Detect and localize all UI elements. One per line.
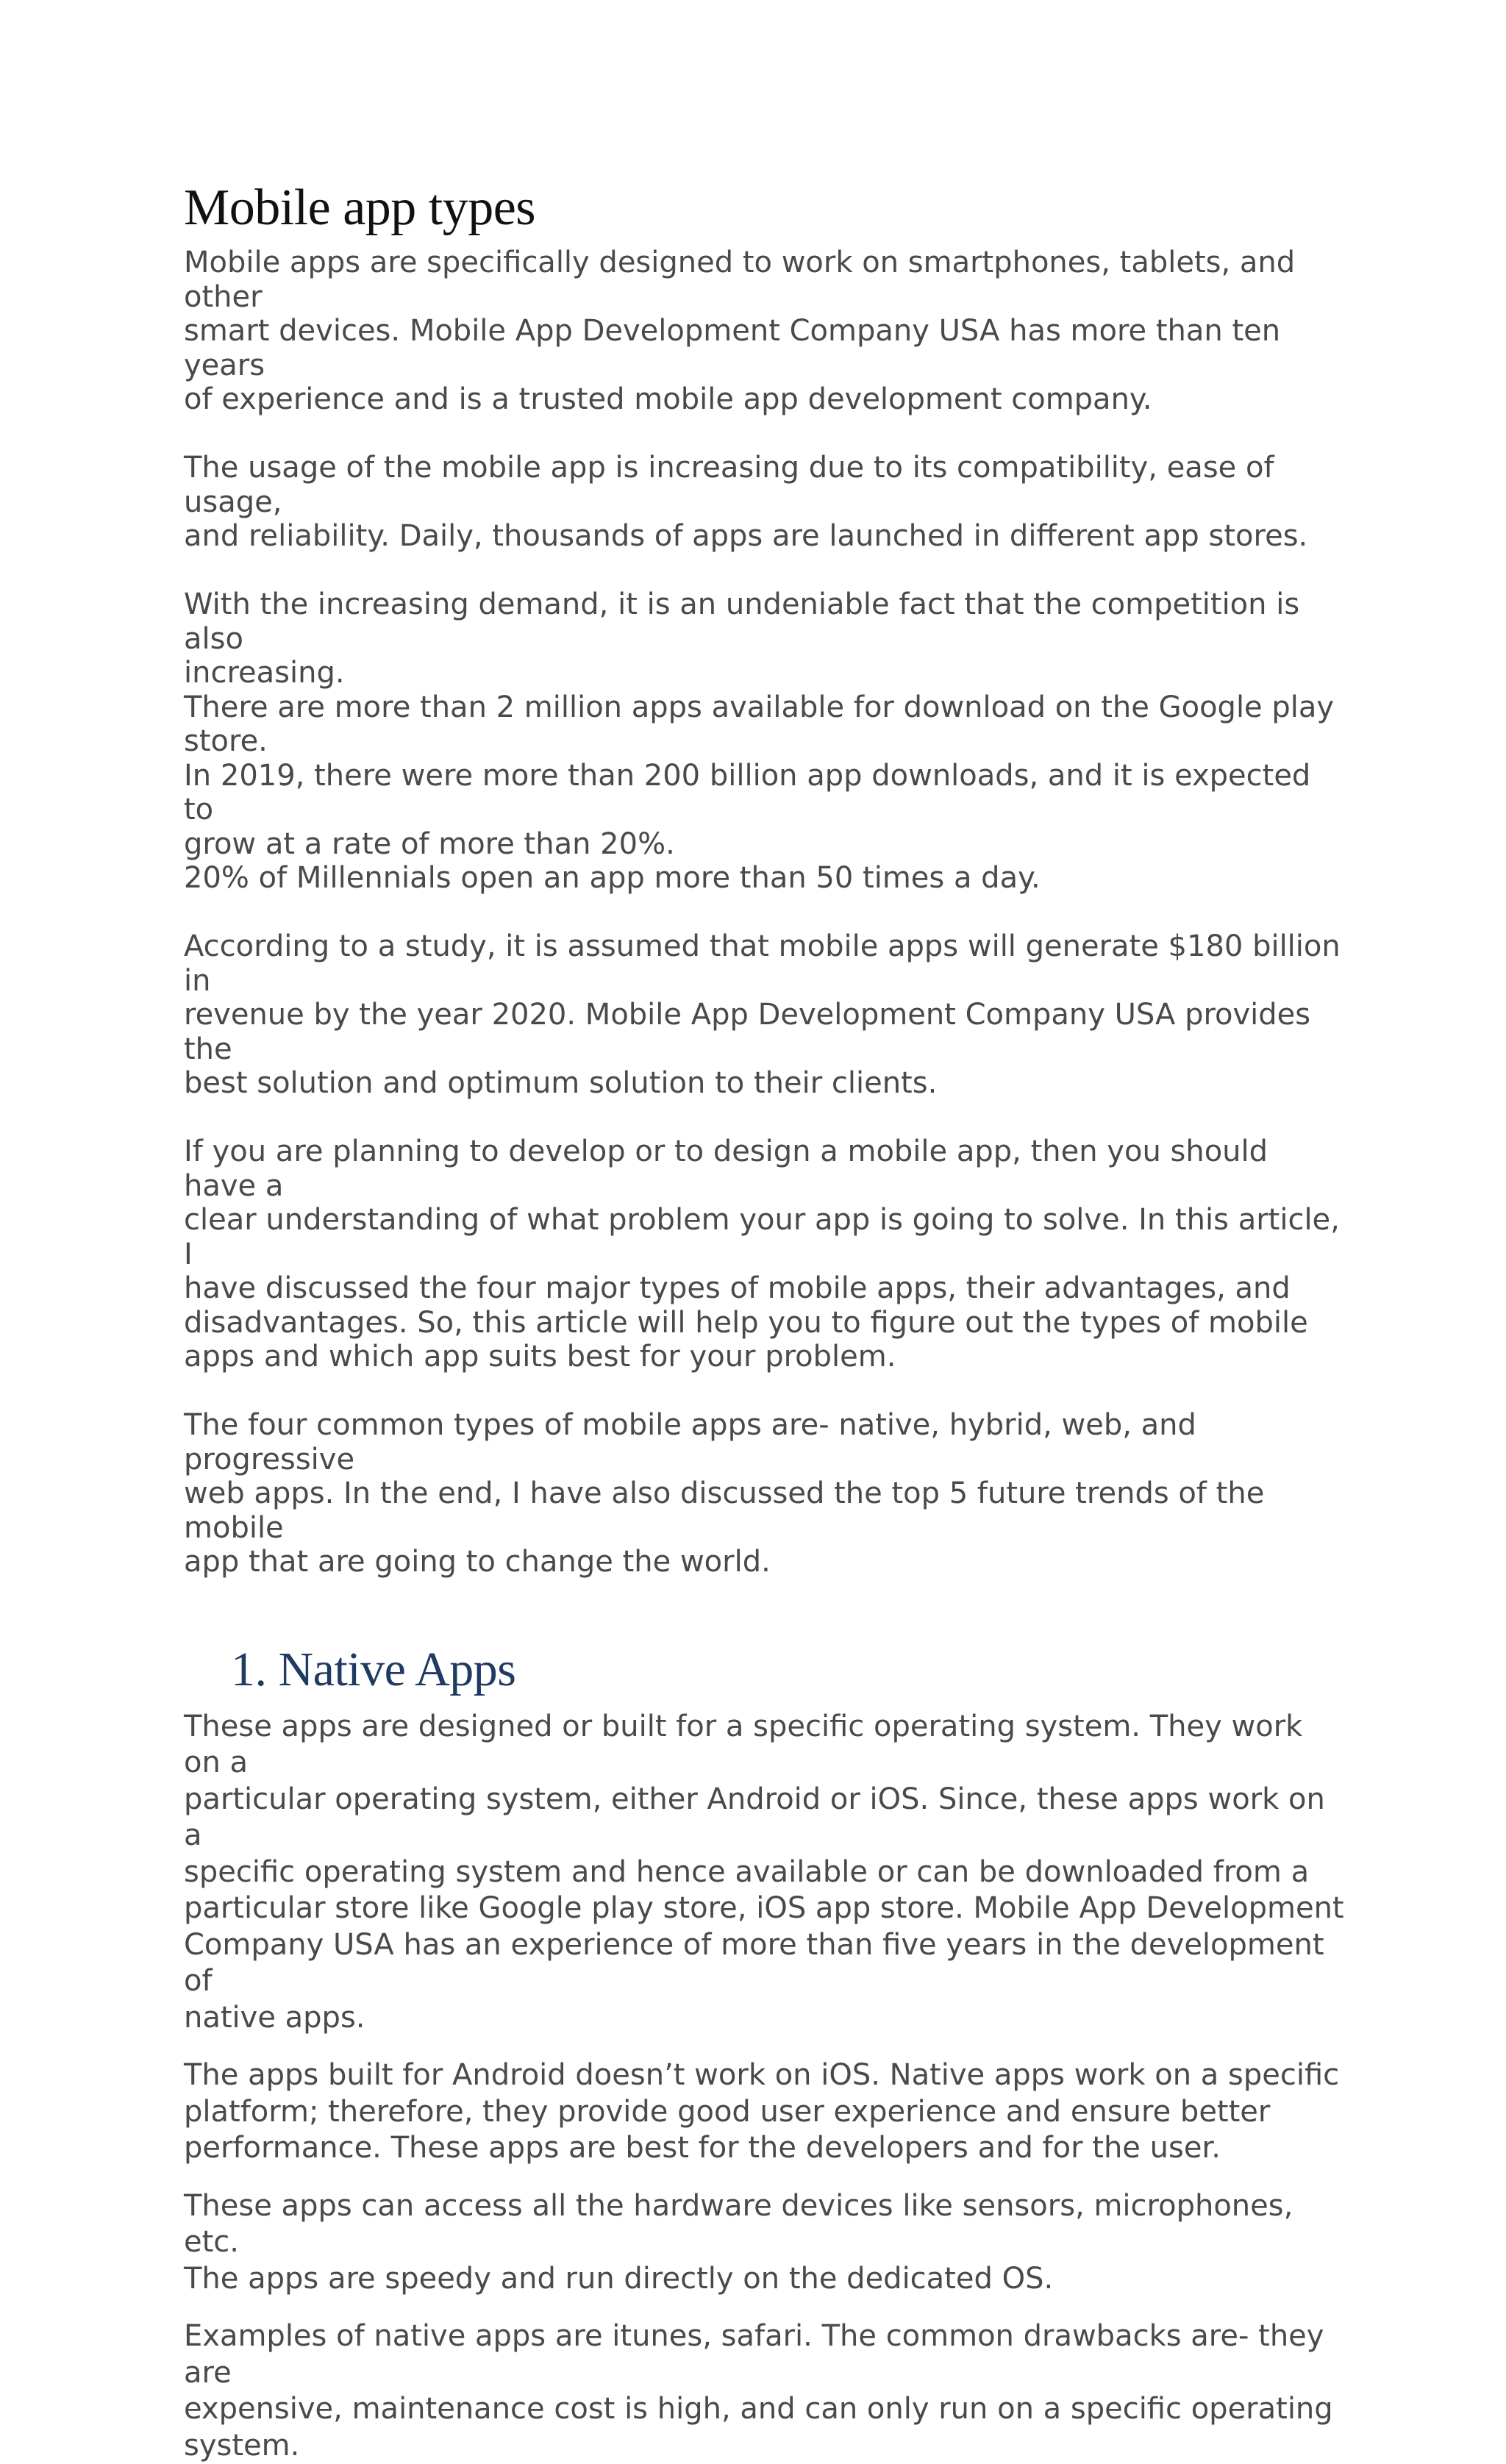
intro-paragraph: According to a study, it is assumed that mobile apps will generate $180 billion in revenue by the year 2020. Mobile App Development Company USA provides the best solution and optimum solution to their clients.	[184, 929, 1346, 1101]
native-apps-paragraph: Examples of native apps are itunes, safari. The common drawbacks are- they are expensive, maintenance cost is high, and can only run on a specific operating system.	[184, 2318, 1346, 2464]
native-apps-paragraph: The apps built for Android doesn’t work on iOS. Native apps work on a specific platform; therefore, they provide good user experience and ensure better performance. These apps are best for the developers and for the user.	[184, 2057, 1346, 2167]
native-apps-paragraph: These apps are designed or built for a specific operating system. They work on a particular operating system, either Android or iOS. Since, these apps work on a specific operating system and hence available or can be downloaded from a particular store like Google play store, iOS app store. Mobile App Development Company USA has an experience of more than five years in the development of native apps.	[184, 1709, 1346, 2037]
intro-section	[184, 246, 1346, 1579]
intro-paragraph: With the increasing demand, it is an undeniable fact that the competition is also increasing. There are more than 2 million apps available for download on the Google play store. In 2019, there were more than 200 billion app downloads, and it is expected to grow at a rate of more than 20%. 20% of Millennials open an app more than 50 times a day.	[184, 588, 1346, 896]
document-page	[184, 176, 1346, 2464]
section-heading-native-apps: 1. Native Apps	[231, 1638, 1346, 1701]
intro-paragraph: If you are planning to develop or to design a mobile app, then you should have a clear understanding of what problem your app is going to solve. In this article, I have discussed the four major types of mobile apps, their advantages, and disadvantages. So, this article will help you to figure out the types of mobile apps and which app suits best for your problem.	[184, 1135, 1346, 1374]
intro-paragraph: The usage of the mobile app is increasing due to its compatibility, ease of usage, and reliability. Daily, thousands of apps are launched in different app stores.	[184, 451, 1346, 554]
native-apps-paragraph: These apps can access all the hardware devices like sensors, microphones, etc. The apps are speedy and run directly on the dedicated OS.	[184, 2188, 1346, 2298]
intro-paragraph: The four common types of mobile apps are- native, hybrid, web, and progressive web apps. In the end, I have also discussed the top 5 future trends of the mobile app that are going to change the world.	[184, 1408, 1346, 1579]
intro-paragraph: Mobile apps are specifically designed to work on smartphones, tablets, and other smart devices. Mobile App Development Company USA has more than ten years of experience and is a trusted mobile app development company.	[184, 246, 1346, 417]
native-apps-section	[184, 1709, 1346, 2464]
page-title: Mobile app types	[184, 176, 1346, 240]
